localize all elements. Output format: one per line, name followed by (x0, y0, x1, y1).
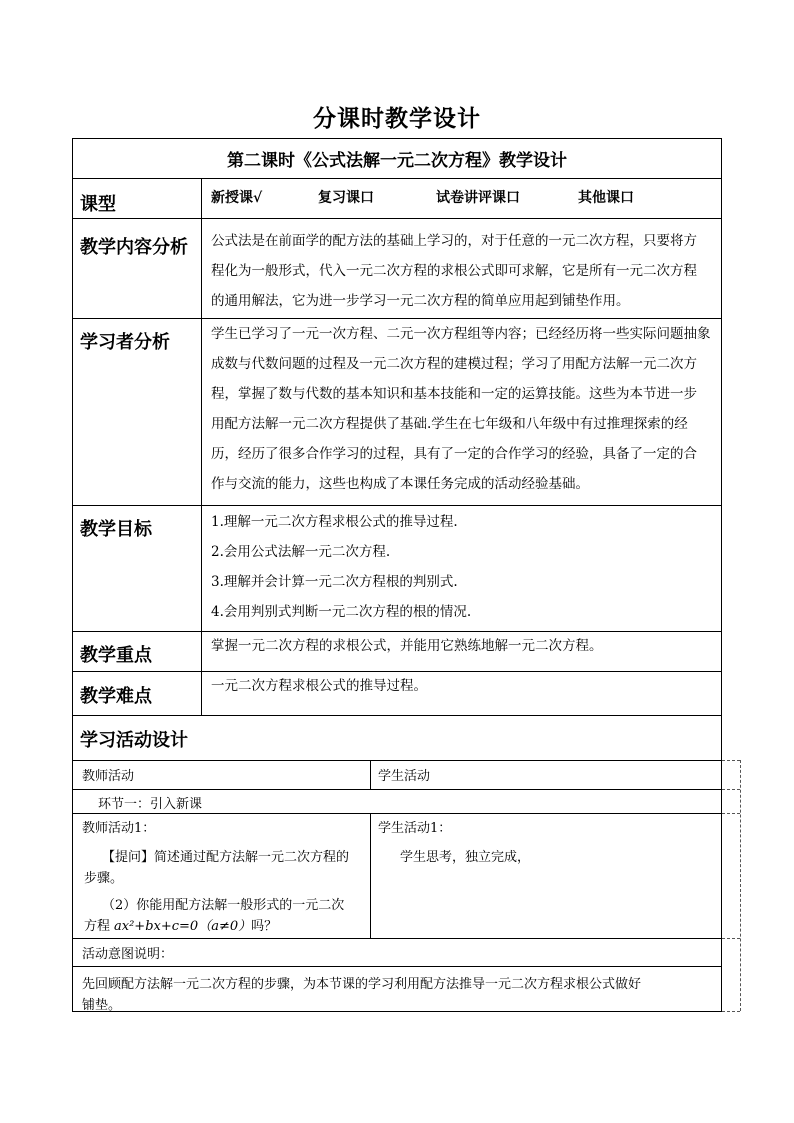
column-divider (201, 178, 202, 715)
dashed-border (722, 789, 740, 790)
learner-analysis-line: 成数与代数问题的过程及一元二次方程的建模过程；学习了用配方法解一元二次方 (211, 356, 697, 372)
difficulties-text: 一元二次方程求根公式的推导过程。 (211, 678, 427, 694)
table-header: 第二课时《公式法解一元二次方程》教学设计 (227, 151, 567, 171)
activity-design-label: 学习活动设计 (80, 730, 188, 751)
goal-item: 2.会用公式法解一元二次方程. (211, 544, 391, 560)
learner-analysis-line: 用配方法解一元二次方程提供了基础.学生在七年级和八年级中有过推理探索的经 (211, 416, 688, 432)
teacher-activity-header: 教师活动 (82, 769, 135, 784)
row-divider (72, 218, 722, 219)
column-divider (370, 813, 371, 938)
teacher-activity-title: 教师活动1： (82, 821, 156, 836)
option-new-lesson: 新授课√ (211, 190, 263, 206)
learner-analysis-line: 历，经历了很多合作学习的过程，具有了一定的合作学习的经验，具备了一定的合 (211, 446, 697, 462)
column-divider (370, 760, 371, 789)
learner-analysis-line: 程，掌握了数与代数的基本知识和基本技能和一定的运算技能。这些为本节进一步 (211, 386, 697, 402)
option-other-lesson: 其他课口 (578, 190, 634, 206)
row-divider (72, 938, 722, 939)
dashed-border (722, 813, 740, 814)
dashed-border (722, 938, 740, 939)
row-divider (72, 789, 722, 790)
dashed-border (722, 1011, 740, 1012)
content-analysis-line: 公式法是在前面学的配方法的基础上学习的，对于任意的一元二次方程，只要将方 (211, 233, 697, 249)
key-points-label: 教学重点 (80, 645, 152, 666)
question-2-line (84, 915, 277, 934)
page-title: 分课时教学设计 (313, 105, 481, 132)
student-activity-text: 学生思考，独立完成， (400, 850, 531, 865)
option-review-lesson: 复习课口 (318, 190, 374, 206)
difficulties-label: 教学难点 (80, 686, 152, 707)
course-type-label: 课型 (80, 194, 116, 215)
student-activity-header: 学生活动 (378, 769, 431, 784)
goal-item: 4.会用判别式判断一元二次方程的根的情况. (211, 604, 472, 620)
intent-text: 先回顾配方法解一元二次方程的步骤，为本节课的学习利用配方法推导一元二次方程求根公式做好 (82, 977, 642, 992)
question-2: （2）你能用配方法解一般形式的一元二次 (102, 898, 345, 913)
content-analysis-line: 程化为一般形式，代入一元二次方程的求根公式即可求解，它是所有一元二次方程 (211, 263, 697, 279)
row-divider (72, 813, 722, 814)
row-divider (72, 760, 722, 761)
content-analysis-label: 教学内容分析 (80, 237, 188, 258)
row-divider (72, 505, 722, 506)
key-points-text: 掌握一元二次方程的求根公式，并能用它熟练地解一元二次方程。 (211, 638, 603, 654)
content-analysis-line: 的通用解法，它为进一步学习一元二次方程的简单应用起到铺垫作用。 (211, 293, 630, 309)
equation: ax²+bx+c=0（a≠0） (114, 919, 252, 934)
dashed-border (722, 760, 740, 761)
learner-analysis-line: 作与交流的能力，这些也构成了本课任务完成的活动经验基础。 (211, 476, 589, 492)
question-1-cont: 步骤。 (84, 871, 124, 886)
question-1: 【提问】简述通过配方法解一元二次方程的 (102, 850, 350, 865)
goal-item: 1.理解一元二次方程求根公式的推导过程. (211, 514, 458, 530)
section-title: 环节一：引入新课 (98, 797, 203, 812)
goal-item: 3.理解并会计算一元二次方程根的判别式. (211, 574, 458, 590)
student-activity-title: 学生活动1： (378, 821, 452, 836)
row-divider (72, 178, 722, 179)
question-2-suffix: 吗？ (251, 919, 278, 934)
row-divider (72, 715, 722, 716)
intent-text: 铺垫。 (82, 998, 122, 1013)
option-exam-review-lesson: 试卷讲评课口 (436, 190, 520, 206)
learner-analysis-label: 学习者分析 (80, 332, 170, 353)
intent-title: 活动意图说明： (82, 947, 174, 962)
row-divider (72, 966, 722, 967)
goals-label: 教学目标 (80, 519, 152, 540)
learner-analysis-line: 学生已学习了一元一次方程、二元一次方程组等内容；已经经历将一些实际问题抽象 (211, 326, 711, 342)
dashed-border (740, 760, 741, 1011)
question-2-prefix: 方程 (84, 919, 111, 934)
